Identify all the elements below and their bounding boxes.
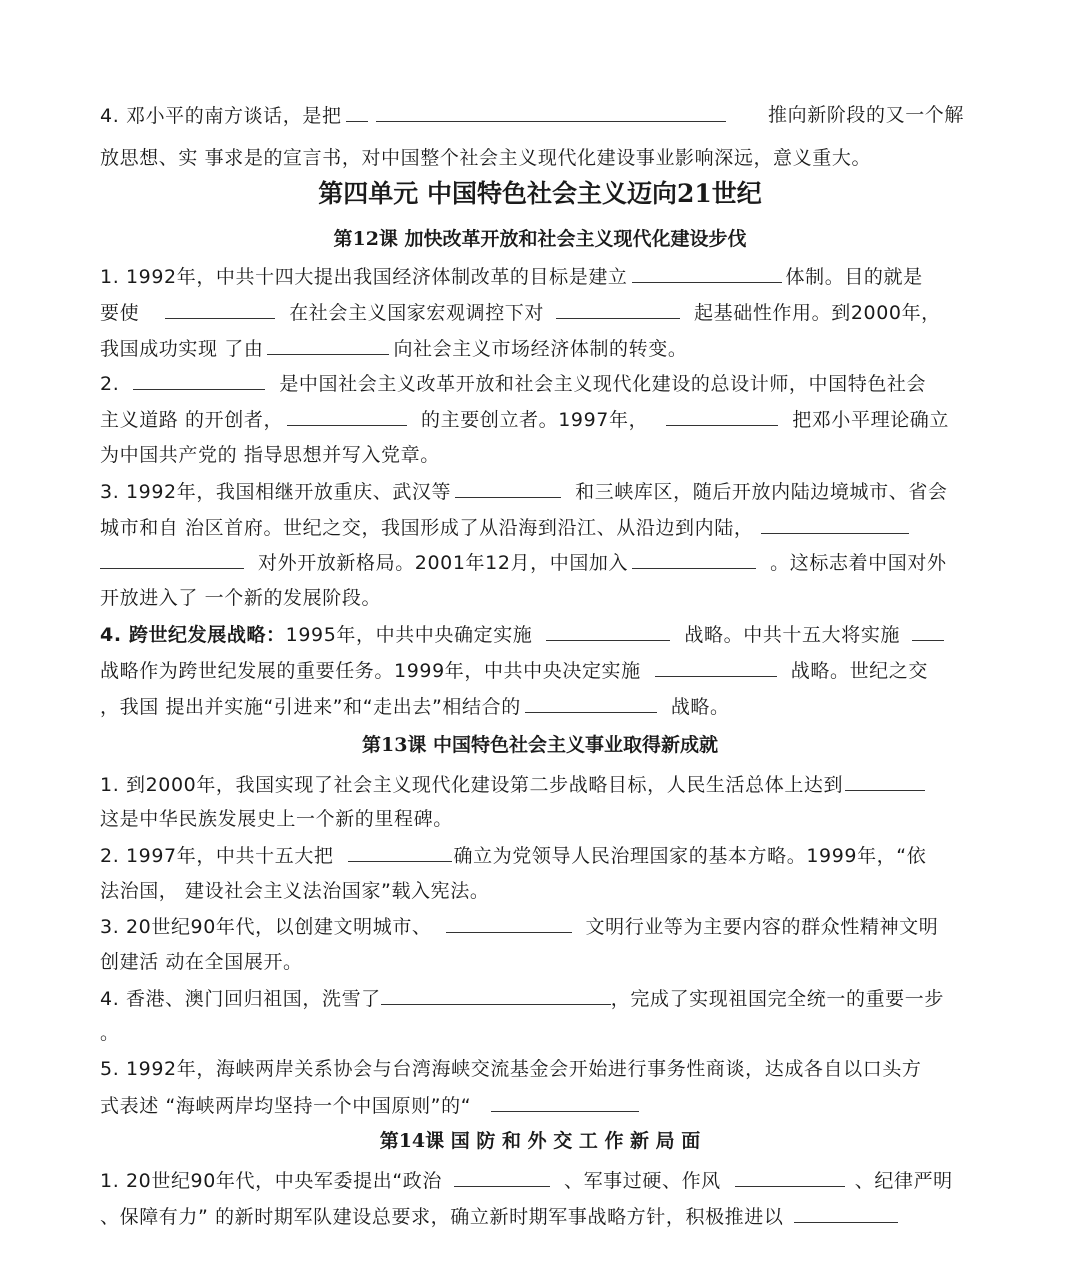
unit-title: 第四单元 中国特色社会主义迈向21世纪 <box>318 179 762 208</box>
text: 主义道路 的开创者， <box>100 409 284 431</box>
blank <box>267 334 389 355</box>
l12-item3-line2 <box>100 513 913 542</box>
text: 式表述 “海峡两岸均坚持一个中国原则”的“ <box>100 1095 472 1117</box>
text: 要使 <box>100 302 140 324</box>
l12-item4-line3 <box>100 692 730 721</box>
text: 开放进入了 一个新的发展阶段。 <box>100 587 382 609</box>
blank <box>348 841 452 862</box>
l13-item4-line1 <box>100 984 944 1013</box>
blank <box>446 912 572 933</box>
text: 2. 1997年，中共十五大把 <box>100 845 334 867</box>
l12-item1-line3 <box>100 334 687 363</box>
text: 。这标志着中国对外 <box>770 552 947 574</box>
lesson-12-title: 第12课 加快改革开放和社会主义现代化建设步伐 <box>333 228 747 250</box>
text: 向社会主义市场经济体制的转变。 <box>393 338 688 360</box>
text: 创建活 动在全国展开。 <box>100 951 303 973</box>
blank <box>133 369 265 390</box>
l13-item1-line1 <box>100 770 929 799</box>
blank <box>794 1202 898 1223</box>
text: 法治国， 建设社会主义法治国家”载入宪法。 <box>100 880 490 902</box>
blank <box>632 548 756 569</box>
text: 确立为党领导人民治理国家的基本方略。1999年，“依 <box>453 845 927 867</box>
blank <box>735 1166 845 1187</box>
text: 4. 跨世纪发展战略： <box>100 624 286 646</box>
l12-item2-line3 <box>100 441 440 469</box>
text: 战略。中共十五大将实施 <box>684 624 901 646</box>
item-prev-4-line1 <box>100 101 730 130</box>
l14-item1-line2 <box>100 1202 902 1231</box>
text: 对外开放新格局。2001年12月，中国加入 <box>258 552 629 574</box>
l12-item2-line2 <box>100 405 949 434</box>
l12-item1-line2 <box>100 298 941 327</box>
text: 1. 到2000年，我国实现了社会主义现代化建设第二步战略目标，人民生活总体上达到 <box>100 774 844 796</box>
text: 文明行业等为主要内容的群众性精神文明 <box>585 916 939 938</box>
item-prev-4-line2 <box>100 144 871 172</box>
l13-item3-line1 <box>100 912 938 941</box>
text: 和三峡库区，随后开放内陆边境城市、省会 <box>575 481 948 503</box>
blank <box>376 101 726 122</box>
blank <box>346 101 368 122</box>
text: 在社会主义国家宏观调控下对 <box>289 302 545 324</box>
blank <box>100 548 244 569</box>
l12-item4-line1 <box>100 620 948 649</box>
l12-item3-line4 <box>100 584 381 612</box>
text: 1. 1992年，中共十四大提出我国经济体制改革的目标是建立 <box>100 266 628 288</box>
text: 1995年，中共中央确定实施 <box>285 624 533 646</box>
l13-item2-line2 <box>100 877 489 905</box>
blank <box>655 656 777 677</box>
l13-item1-line2 <box>100 805 453 833</box>
l12-item3-line1 <box>100 477 948 506</box>
blank <box>454 1166 550 1187</box>
text: 3. 20世纪90年代，以创建文明城市、 <box>100 916 432 938</box>
blank <box>912 620 944 641</box>
l13-item4-line2 <box>100 1019 120 1047</box>
l12-item3-line3 <box>100 548 947 577</box>
blank <box>165 298 275 319</box>
blank <box>287 405 407 426</box>
text: 、保障有力” 的新时期军队建设总要求，确立新时期军事战略方针，积极推进以 <box>100 1206 784 1228</box>
text: ，完成了实现祖国完全统一的重要一步 <box>610 988 944 1010</box>
text: 3. 1992年，我国相继开放重庆、武汉等 <box>100 481 452 503</box>
text: 体制。目的就是 <box>785 266 923 288</box>
text: 、纪律严明 <box>854 1170 953 1192</box>
text: 我国成功实现 了由 <box>100 338 264 360</box>
text: 战略。 <box>670 696 730 718</box>
text: 把邓小平理论确立 <box>792 409 950 431</box>
text: 战略作为跨世纪发展的重要任务。1999年，中共中央决定实施 <box>100 660 641 682</box>
blank <box>666 405 778 426</box>
l12-item1-line1 <box>100 262 923 291</box>
l13-item5-line1 <box>100 1055 922 1083</box>
blank <box>632 262 782 283</box>
text: 4. 香港、澳门回归祖国，洗雪了 <box>100 988 381 1010</box>
text: 5. 1992年，海峡两岸关系协会与台湾海峡交流基金会开始进行事务性商谈，达成各自以口头方 <box>100 1058 922 1080</box>
text: 城市和自 治区首府。世纪之交，我国形成了从沿海到沿江、从沿边到内陆， <box>100 517 754 539</box>
text: 战略。世纪之交 <box>790 660 928 682</box>
blank <box>761 513 909 534</box>
text: 是中国社会主义改革开放和社会主义现代化建设的总设计师，中国特色社会 <box>279 373 927 395</box>
lesson-14-title: 第14课 国 防 和 外 交 工 作 新 局 面 <box>379 1130 701 1152</box>
blank <box>556 298 680 319</box>
text: 推向新阶段的又一个解 <box>768 104 965 126</box>
l12-item4-line2 <box>100 656 928 685</box>
blank <box>455 477 561 498</box>
text: 2. <box>100 373 120 395</box>
blank <box>491 1091 639 1112</box>
text: 。 <box>100 1022 120 1044</box>
text: 4. 邓小平的南方谈话，是把 <box>100 105 342 127</box>
l12-item2-line1 <box>100 369 926 398</box>
text: 1. 20世纪90年代，中央军委提出“政治 <box>100 1170 442 1192</box>
l14-item1-line1 <box>100 1166 953 1195</box>
text: 起基础性作用。到2000年， <box>694 302 941 324</box>
l13-item2-line1 <box>100 841 926 870</box>
text: 这是中华民族发展史上一个新的里程碑。 <box>100 808 453 830</box>
blank <box>845 770 925 791</box>
blank <box>546 620 670 641</box>
l13-item5-line2 <box>100 1091 643 1120</box>
text: 放思想、实 事求是的宣言书，对中国整个社会主义现代化建设事业影响深远，意义重大。 <box>100 147 872 169</box>
text: 为中国共产党的 指导思想并写入党章。 <box>100 444 440 466</box>
text: ，我国 提出并实施“引进来”和“走出去”相结合的 <box>100 696 521 718</box>
lesson-13-title: 第13课 中国特色社会主义事业取得新成就 <box>361 734 719 756</box>
blank <box>381 984 611 1005</box>
text: 、军事过硬、作风 <box>563 1170 721 1192</box>
item-prev-4-line1-tail <box>768 101 964 129</box>
text: 的主要创立者。1997年， <box>421 409 649 431</box>
l13-item3-line2 <box>100 948 303 976</box>
blank <box>525 692 657 713</box>
